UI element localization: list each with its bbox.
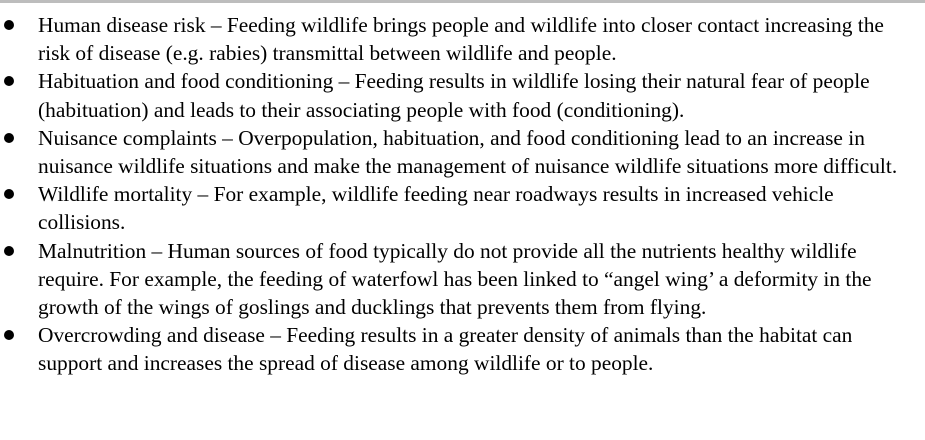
- bullet-list: [0, 11, 920, 378]
- bullet-icon: [4, 133, 14, 143]
- bullet-item-human-disease-risk: [0, 11, 920, 67]
- bullet-icon: [4, 246, 14, 256]
- bullet-icon: [4, 189, 14, 199]
- bullet-item-nuisance-complaints: [0, 124, 920, 180]
- bullet-item-overcrowding: [0, 321, 920, 377]
- bullet-item-habituation: [0, 67, 920, 123]
- bullet-text: Wildlife mortality – For example, wildlife feeding near roadways results in increased vehicle collisions.: [38, 182, 834, 235]
- bullet-text: Habituation and food conditioning – Feeding results in wildlife losing their natural fear of people (habituation) and leads to their associating people with food (conditioning).: [38, 69, 870, 122]
- bullet-icon: [4, 20, 14, 30]
- bullet-text: Overcrowding and disease – Feeding results in a greater density of animals than the habitat can support and increases the spread of disease among wildlife or to people.: [38, 323, 853, 376]
- bullet-item-wildlife-mortality: [0, 180, 920, 236]
- bullet-text: Nuisance complaints – Overpopulation, habituation, and food conditioning lead to an increase in nuisance wildlife situations and make the management of nuisance wildlife situations more difficult.: [38, 125, 898, 179]
- bullet-text: Human disease risk – Feeding wildlife brings people and wildlife into closer contact increasing the risk of disease (e.g. rabies) transmittal between wildlife and people.: [38, 13, 884, 66]
- page-top-border: [0, 0, 925, 3]
- bullet-item-malnutrition: [0, 237, 920, 322]
- bullet-text: Malnutrition – Human sources of food typically do not provide all the nutrients healthy wildlife require. For example, the feeding of waterfowl has been linked to “angel wing’ a deformity in the growth of the wings of goslings and ducklings that prevents them from flying.: [38, 238, 872, 320]
- bullet-icon: [4, 330, 14, 340]
- bullet-icon: [4, 76, 14, 86]
